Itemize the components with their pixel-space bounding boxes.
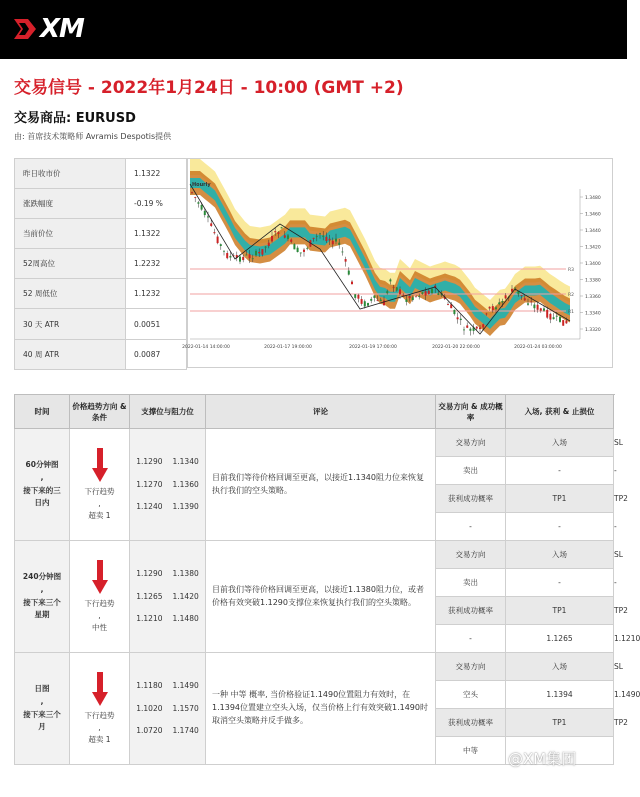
candle-body — [556, 316, 558, 317]
candle-body — [367, 303, 369, 306]
candle-body — [377, 300, 379, 301]
grid-cell: 交易方向 — [436, 541, 506, 569]
stats-row — [15, 159, 187, 189]
chart-canvas — [182, 159, 612, 367]
stats-row — [15, 279, 187, 309]
resistance-level: 1.1570 — [172, 703, 199, 713]
y-tick-label: 1.3380 — [585, 278, 601, 284]
timeframe-line: , — [40, 472, 44, 482]
candle-body — [306, 248, 308, 249]
level-pair — [130, 703, 205, 715]
grid-cell: - — [614, 578, 617, 587]
grid-cell: 1.1265 — [506, 625, 614, 653]
candle-body — [303, 250, 305, 252]
level-pair — [130, 479, 205, 491]
candle-body — [258, 252, 260, 253]
support-level: 1.1210 — [136, 614, 163, 624]
stats-row — [15, 189, 187, 219]
candle-body — [319, 233, 321, 234]
candle-body — [469, 329, 471, 331]
candle-body — [431, 289, 433, 293]
support-level: 1.1270 — [136, 479, 163, 489]
candle-body — [354, 294, 356, 298]
x-tick-label: 2022-01-20 22:00:00 — [432, 345, 480, 350]
candle-body — [373, 296, 375, 298]
trend-line: , — [98, 498, 101, 508]
comment-cell: 一种 中等 概率, 当价格验证1.1490位置阻力有效时，在 1.1394位置建立空头入场，仅当价格上行有效突破1.1490时取消空头策略并反手做多。 — [206, 653, 436, 765]
grid-cell: 获利成功概率 — [436, 485, 506, 513]
trend-line: , — [98, 722, 101, 732]
timeframe-line: 接下来三个 — [23, 709, 61, 719]
candle-body — [293, 244, 295, 249]
trend-cell — [70, 541, 130, 653]
chart-timeframe-label: Hourly — [192, 182, 211, 188]
candle-body — [396, 287, 398, 290]
candle-body — [409, 296, 411, 298]
candle-body — [191, 192, 193, 193]
candle-body — [530, 302, 532, 303]
candle-body — [447, 304, 449, 305]
support-level: 1.0720 — [136, 726, 163, 736]
price-chart — [182, 158, 613, 368]
candle-body — [543, 308, 545, 310]
column-header: 支撑位与阻力位 — [130, 395, 206, 429]
candle-body — [223, 251, 225, 252]
candle-body — [287, 235, 289, 239]
stats-row — [15, 309, 187, 339]
stat-value: 0.0051 — [126, 309, 187, 339]
candle-body — [242, 257, 244, 260]
candle-body — [553, 317, 555, 319]
candle-body — [533, 305, 535, 309]
candle-body — [322, 236, 324, 237]
trend-cell — [70, 653, 130, 765]
candle-body — [329, 239, 331, 241]
level-pair — [130, 725, 205, 737]
support-level: 1.1290 — [136, 569, 163, 579]
candle-body — [255, 251, 257, 255]
candle-body — [194, 197, 196, 198]
candle-body — [361, 299, 363, 304]
comment-cell: 目前我们等待价格回调至更高，以接近1.1380阻力位，或者价格有效突破1.1290支撑位来恢复执行我们的空头策略。 — [206, 541, 436, 653]
y-tick-label: 1.3420 — [585, 245, 601, 251]
stat-value: 1.1232 — [126, 279, 187, 309]
support-level: 1.1240 — [136, 502, 163, 512]
levels-cell — [130, 429, 206, 541]
candle-body — [549, 314, 551, 320]
level-pair — [130, 613, 205, 625]
candle-body — [453, 310, 455, 314]
down-arrow-icon — [92, 560, 108, 594]
candle-body — [274, 231, 276, 232]
candle-body — [565, 321, 567, 324]
grid-cell: TP1 — [506, 485, 614, 513]
y-tick-label: 1.3320 — [585, 328, 601, 333]
grid-cell: 交易方向 — [436, 429, 506, 457]
candle-body — [476, 327, 478, 329]
timeframe-line: 星期 — [34, 610, 50, 620]
candle-body — [514, 287, 516, 288]
stats-table — [14, 158, 187, 370]
candle-body — [204, 211, 206, 215]
candle-body — [364, 301, 366, 306]
candle-body — [485, 314, 487, 315]
candle-body — [540, 308, 542, 310]
candle-body — [386, 291, 388, 293]
x-tick-label: 2022-01-24 03:00:00 — [514, 345, 562, 350]
candle-body — [521, 295, 523, 296]
x-tick-label: 2022-01-14 14:00:00 — [182, 345, 230, 350]
level-pair — [130, 591, 205, 603]
candle-body — [332, 241, 334, 245]
candle-body — [268, 243, 270, 246]
levels-cell — [130, 653, 206, 765]
timeframe-line: 240分钟图 — [22, 572, 62, 581]
logo-text: XM — [40, 14, 84, 44]
candle-body — [498, 302, 500, 304]
resistance-level: 1.1490 — [172, 681, 199, 691]
candle-body — [511, 289, 513, 292]
candle-body — [559, 317, 561, 322]
grid-cell: 中等 — [436, 737, 506, 765]
candle-body — [281, 227, 283, 228]
candle-body — [201, 205, 203, 210]
candle-body — [210, 223, 212, 226]
timeframe-line: 日内 — [34, 498, 50, 508]
candle-body — [313, 238, 315, 239]
level-pair — [130, 456, 205, 468]
resistance-level: 1.1420 — [172, 591, 199, 601]
column-header: 入场, 获利 & 止损位 — [506, 395, 614, 429]
grid-cell: 卖出 — [436, 457, 506, 485]
candle-body — [348, 271, 350, 275]
candle-body — [277, 232, 279, 234]
pivot-level-label: R3 — [568, 268, 574, 273]
level-pair — [130, 568, 205, 580]
candle-body — [213, 232, 215, 233]
candle-body — [284, 235, 286, 237]
support-level: 1.1290 — [136, 457, 163, 467]
timeframe-line: 日图 — [34, 684, 50, 693]
candle-body — [492, 306, 494, 310]
grid-cell: 获利成功概率 — [436, 709, 506, 737]
stats-row — [15, 249, 187, 279]
candle-body — [501, 301, 503, 302]
top-bar — [0, 0, 627, 59]
candle-body — [271, 236, 273, 241]
resistance-level: 1.1480 — [172, 614, 199, 624]
stats-row — [15, 339, 187, 369]
candle-body — [197, 202, 199, 203]
candle-body — [383, 301, 385, 306]
watermark: @XM集团 — [508, 750, 577, 768]
candle-body — [245, 255, 247, 256]
x-tick-label: 2022-01-19 17:00:00 — [349, 345, 397, 350]
candle-body — [463, 330, 465, 331]
resistance-level: 1.1740 — [172, 726, 199, 736]
candle-body — [249, 254, 251, 258]
candle-body — [389, 279, 391, 281]
candle-body — [412, 297, 414, 300]
y-tick-label: 1.3440 — [585, 229, 601, 234]
candle-body — [226, 253, 228, 258]
column-header: 交易方向 & 成功概率 — [436, 395, 506, 429]
provider-note: 由: 首席技术策略师 Avramis Despotis提供 — [14, 132, 172, 141]
stat-value: -0.19 % — [126, 189, 187, 219]
column-header: 价格趋势方向 & 条件 — [70, 395, 130, 429]
resistance-level: 1.1380 — [172, 569, 199, 579]
stat-value: 1.1322 — [126, 219, 187, 249]
xm-logo[interactable] — [14, 12, 84, 46]
candle-body — [415, 296, 417, 297]
product-heading: 交易商品: EURUSD — [14, 111, 136, 126]
resistance-level: 1.1360 — [172, 479, 199, 489]
candle-body — [537, 305, 539, 310]
pivot-level-label: R1 — [568, 310, 574, 315]
candle-body — [370, 299, 372, 301]
candle-body — [380, 300, 382, 301]
candle-body — [207, 216, 209, 217]
grid-cell: 卖出 — [436, 569, 506, 597]
page-title: 交易信号 - 2022年1月24日 - 10:00 (GMT +2) — [14, 78, 404, 98]
candle-body — [524, 298, 526, 300]
candle-body — [466, 325, 468, 327]
timeframe-line: , — [40, 696, 44, 706]
timeframe-line: 月 — [38, 722, 46, 732]
table-row — [15, 653, 614, 681]
signals-table — [14, 394, 640, 765]
grid-cell: 空头 — [436, 681, 506, 709]
candle-body — [402, 295, 404, 296]
resistance-level: 1.1390 — [172, 502, 199, 512]
down-arrow-icon — [92, 448, 108, 482]
trend-line: 中性 — [92, 622, 107, 632]
y-tick-label: 1.3360 — [585, 295, 601, 300]
candle-body — [428, 291, 430, 294]
table-row — [15, 429, 614, 457]
grid-cell: 获利成功概率 — [436, 597, 506, 625]
column-header: 时间 — [15, 395, 70, 429]
timeframe-cell — [15, 429, 70, 541]
candle-body — [357, 295, 359, 299]
candle-body — [252, 258, 254, 259]
support-level: 1.1020 — [136, 703, 163, 713]
support-level: 1.1265 — [136, 591, 163, 601]
grid-cell: - — [614, 522, 617, 531]
trend-line: 下行趋势 — [84, 710, 115, 720]
x-tick-label: 2022-01-17 19:00:00 — [264, 345, 312, 350]
stat-value: 1.2232 — [126, 249, 187, 279]
candle-body — [489, 307, 491, 309]
candle-body — [261, 249, 263, 255]
candle-body — [460, 319, 462, 320]
stat-value: 0.0087 — [126, 339, 187, 369]
candle-body — [457, 317, 459, 319]
grid-cell: 入场 — [506, 429, 614, 457]
stat-label: 40 周 ATR — [15, 339, 126, 369]
grid-cell: 交易方向 — [436, 653, 506, 681]
support-level: 1.1180 — [136, 681, 163, 691]
candle-body — [316, 236, 318, 237]
stat-label: 涨跌幅度 — [15, 189, 126, 219]
candle-body — [425, 291, 427, 295]
candle-body — [345, 259, 347, 262]
trend-cell — [70, 429, 130, 541]
trend-line: 下行趋势 — [84, 486, 115, 496]
grid-cell: 入场 — [506, 653, 614, 681]
candle-body — [300, 253, 302, 254]
comment-cell: 目前我们等待价格回调至更高，以接近1.1340阻力位来恢复执行我们的空头策略。 — [206, 429, 436, 541]
trend-line: , — [98, 610, 101, 620]
stat-label: 当前价位 — [15, 219, 126, 249]
stat-value: 1.1322 — [126, 159, 187, 189]
candle-body — [229, 256, 231, 258]
grid-cell: TP1 — [506, 709, 614, 737]
candle-body — [495, 307, 497, 309]
table-row — [15, 541, 614, 569]
candle-body — [527, 303, 529, 304]
candle-body — [335, 239, 337, 242]
candle-body — [546, 310, 548, 318]
candle-body — [418, 296, 420, 297]
stats-row — [15, 219, 187, 249]
y-tick-label: 1.3460 — [585, 212, 601, 218]
grid-cell: TP1 — [506, 597, 614, 625]
column-header: 评论 — [206, 395, 436, 429]
candle-body — [220, 244, 222, 246]
candle-body — [421, 292, 423, 294]
pivot-level-label: R2 — [568, 293, 574, 298]
timeframe-cell — [15, 541, 70, 653]
level-pair — [130, 501, 205, 513]
logo-mark-icon — [14, 19, 36, 39]
candle-body — [290, 240, 292, 242]
stat-label: 52周高位 — [15, 249, 126, 279]
candle-body — [351, 282, 353, 285]
candle-body — [399, 289, 401, 294]
timeframe-line: 60分钟图 — [25, 460, 59, 469]
timeframe-line: 接下来的三 — [23, 485, 61, 495]
trend-line: 超卖 1 — [88, 734, 111, 744]
y-tick-label: 1.3340 — [585, 311, 601, 317]
candle-body — [505, 295, 507, 298]
y-tick-label: 1.3400 — [585, 262, 601, 267]
candle-body — [297, 248, 299, 252]
grid-cell: - — [614, 466, 617, 475]
candle-body — [437, 293, 439, 295]
timeframe-cell — [15, 653, 70, 765]
candle-body — [325, 237, 327, 241]
y-tick-label: 1.3480 — [585, 196, 601, 201]
candle-body — [482, 324, 484, 327]
candle-body — [341, 252, 343, 253]
grid-cell: - — [436, 513, 506, 541]
down-arrow-icon — [92, 672, 108, 706]
candle-body — [479, 327, 481, 329]
grid-cell: 入场 — [506, 541, 614, 569]
levels-cell — [130, 541, 206, 653]
candle-body — [239, 257, 241, 262]
candle-body — [265, 247, 267, 248]
timeframe-line: 接下来三个 — [23, 597, 61, 607]
trend-line: 下行趋势 — [84, 598, 115, 608]
resistance-level: 1.1340 — [172, 457, 199, 467]
timeframe-line: , — [40, 584, 44, 594]
stat-label: 昨日收市价 — [15, 159, 126, 189]
candle-body — [393, 287, 395, 288]
level-pair — [130, 680, 205, 692]
grid-cell: - — [436, 625, 506, 653]
candle-body — [405, 299, 407, 301]
candle-body — [217, 237, 219, 244]
stat-label: 52 周低位 — [15, 279, 126, 309]
trend-line: 超卖 1 — [88, 510, 111, 520]
candle-body — [562, 320, 564, 326]
grid-cell: 1.1394 — [506, 681, 614, 709]
stat-label: 30 天 ATR — [15, 309, 126, 339]
candle-body — [338, 243, 340, 245]
